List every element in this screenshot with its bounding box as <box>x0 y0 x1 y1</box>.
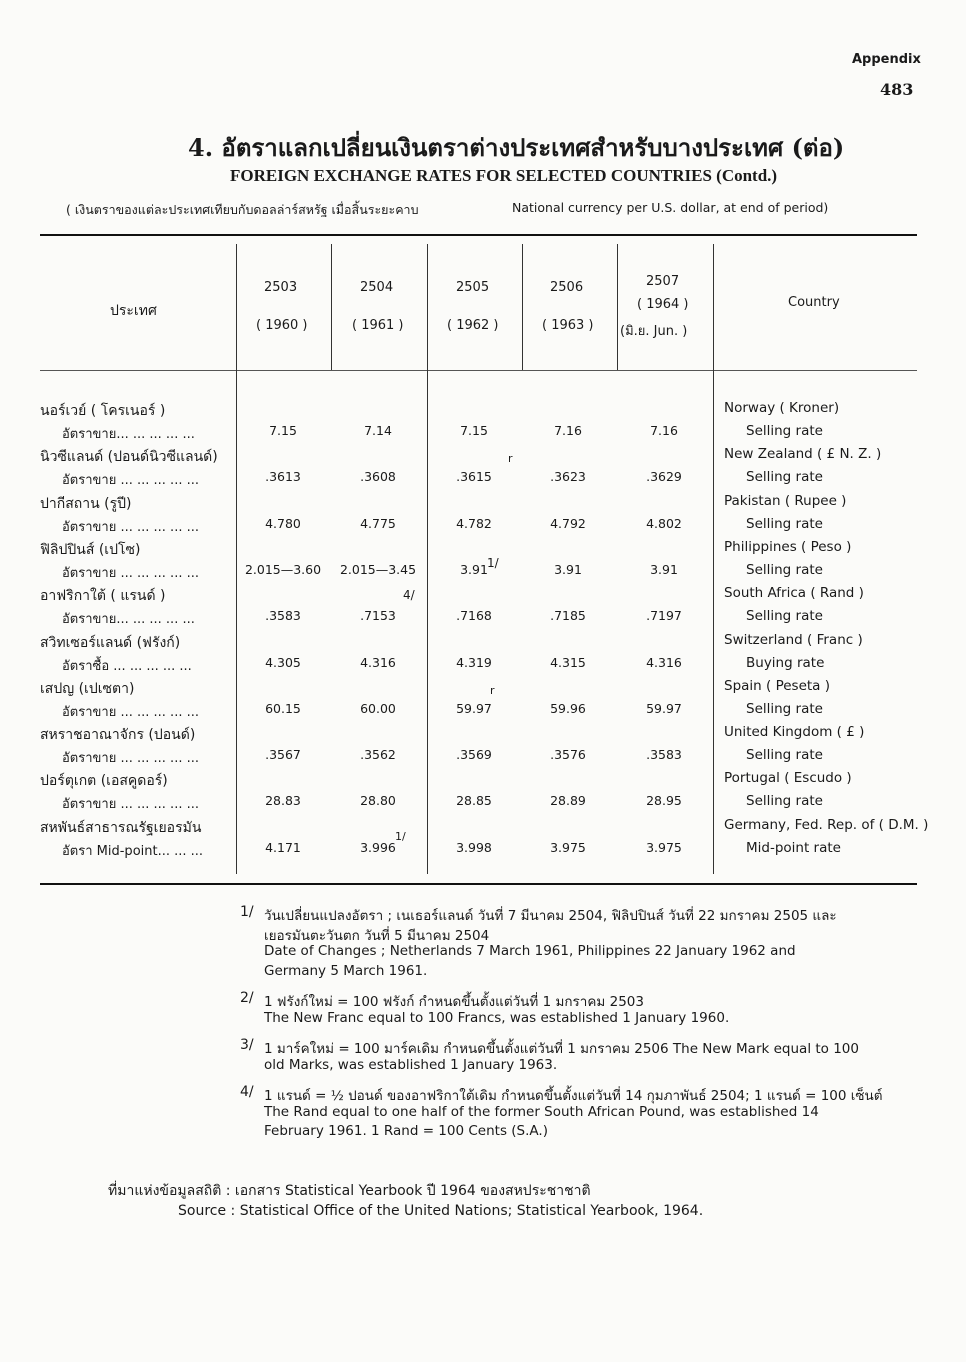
appendix-label: Appendix <box>852 52 921 67</box>
table-cell-value: 4.319 <box>456 655 492 670</box>
subtitle-english: National currency per U.S. dollar, at end of period) <box>512 200 829 215</box>
footnote-number: 2/ <box>240 990 254 1006</box>
table-cell-value: 3.91 <box>460 562 488 577</box>
table-cell-value: 2.015—3.45 <box>339 562 417 577</box>
revision-mark: r <box>490 684 495 697</box>
table-cell-value: .3567 <box>265 747 301 762</box>
table-cell-value: .3562 <box>360 747 396 762</box>
table-cell-value: 7.16 <box>554 423 582 438</box>
footnote-number: 3/ <box>240 1037 254 1053</box>
rate-type-en: Selling rate <box>746 562 823 578</box>
year-header-ce: ( 1964 ) <box>637 297 689 312</box>
table-cell-value: .3623 <box>550 469 586 484</box>
table-cell-value: 4.171 <box>265 840 301 855</box>
column-divider <box>331 244 332 370</box>
footnote-number: 1/ <box>240 904 254 920</box>
footnote-text: The Rand equal to one half of the former South African Pound, was established 14 <box>264 1104 819 1120</box>
table-cell-value: .3576 <box>550 747 586 762</box>
table-cell-value: 4.316 <box>360 655 396 670</box>
footnote-text: 1 ฟรังก์ใหม่ = 100 ฟรังก์ กำหนดขึ้นตั้งแต่วันที่ 1 มกราคม 2503 <box>264 994 644 1010</box>
footnote-text: 1 มาร์คใหม่ = 100 มาร์คเดิม กำหนดขึ้นตั้งแต่วันที่ 1 มกราคม 2506 The New Mark equal to 100 <box>264 1041 859 1057</box>
title-english: FOREIGN EXCHANGE RATES FOR SELECTED COUNTRIES (Contd.) <box>230 166 778 185</box>
table-cell-value: 3.91 <box>554 562 582 577</box>
country-name-thai: นิวซีแลนด์ (ปอนด์นิวซีแลนด์) <box>40 449 218 465</box>
footnote-text: วันเปลี่ยนแปลงอัตรา ; เนเธอร์แลนด์ วันที่ 7 มีนาคม 2504, ฟิลิปปินส์ วันที่ 22 มกราคม 2505 และ <box>264 908 837 924</box>
footnote-mark: 4/ <box>403 588 415 602</box>
year-header-ce: ( 1962 ) <box>447 318 499 333</box>
table-cell-value: 60.00 <box>360 701 396 716</box>
table-cell-value: 59.97 <box>456 701 492 716</box>
country-name-en: Philippines ( Peso ) <box>724 539 852 555</box>
country-name-thai: สวิทเซอร์แลนด์ (ฟรังก์) <box>40 635 181 651</box>
rate-type-thai: อัตราซื้อ ... ... ... ... ... <box>62 659 192 674</box>
column-divider <box>713 244 714 874</box>
country-name-en: Spain ( Peseta ) <box>724 678 830 694</box>
table-cell-value: 28.80 <box>360 793 396 808</box>
table-cell-value: 28.83 <box>265 793 301 808</box>
table-cell-value: 4.316 <box>646 655 682 670</box>
footnote-mark: 1/ <box>395 830 406 843</box>
source-thai: ที่มาแห่งข้อมูลสถิติ : เอกสาร Statistical Yearbook ปี 1964 ของสหประชาชาติ <box>108 1183 591 1199</box>
rate-type-en: Selling rate <box>746 423 823 439</box>
country-name-en: Norway ( Kroner) <box>724 400 840 416</box>
country-name-thai: อาฟริกาใต้ ( แรนด์ ) <box>40 588 166 604</box>
column-header-country-thai: ประเทศ <box>110 303 157 319</box>
subtitle-thai: ( เงินตราของแต่ละประเทศเทียบกับดอลล่าร์สหรัฐ เมื่อสิ้นระยะคาบ <box>66 202 419 217</box>
footnote-text: February 1961. 1 Rand = 100 Cents (S.A.) <box>264 1123 548 1139</box>
table-cell-value: .3569 <box>456 747 492 762</box>
footnote-mark: 1/ <box>487 556 499 570</box>
country-name-thai: เสปญ (เปเซตา) <box>40 681 135 697</box>
table-cell-value: 4.782 <box>456 516 492 531</box>
table-cell-value: 3.998 <box>456 840 492 855</box>
country-name-en: Switzerland ( Franc ) <box>724 632 863 648</box>
table-cell-value: 3.996 <box>360 840 396 855</box>
year-header-ce: ( 1963 ) <box>542 318 594 333</box>
year-header-ce: ( 1960 ) <box>256 318 308 333</box>
table-cell-value: 3.975 <box>646 840 682 855</box>
country-name-en: Pakistan ( Rupee ) <box>724 493 847 509</box>
rate-type-thai: อัตราขาย... ... ... ... ... <box>62 612 195 627</box>
table-bottom-rule <box>40 883 917 885</box>
table-cell-value: 7.15 <box>460 423 488 438</box>
year-header-be: 2506 <box>550 280 584 295</box>
footnote-text: Germany 5 March 1961. <box>264 963 428 979</box>
table-cell-value: .3629 <box>646 469 682 484</box>
rate-type-thai: อัตราขาย ... ... ... ... ... <box>62 751 199 766</box>
rate-type-thai: อัตราขาย ... ... ... ... ... <box>62 566 199 581</box>
table-cell-value: .7185 <box>550 608 586 623</box>
table-cell-value: 28.95 <box>646 793 682 808</box>
footnote-text: The New Franc equal to 100 Francs, was established 1 January 1960. <box>264 1010 730 1026</box>
column-divider <box>427 244 428 874</box>
table-cell-value: .3608 <box>360 469 396 484</box>
country-name-en: United Kingdom ( £ ) <box>724 724 865 740</box>
table-cell-value: .3613 <box>265 469 301 484</box>
year-header-ce: ( 1961 ) <box>352 318 404 333</box>
column-divider <box>617 244 618 370</box>
table-cell-value: .7168 <box>456 608 492 623</box>
country-name-thai: ฟิลิปปินส์ (เปโซ) <box>40 542 141 558</box>
footnote-text: Date of Changes ; Netherlands 7 March 1961, Philippines 22 January 1962 and <box>264 943 796 959</box>
country-name-thai: ปอร์ตุเกต (เอสคูดอร์) <box>40 773 168 789</box>
rate-type-en: Selling rate <box>746 793 823 809</box>
table-cell-value: 4.780 <box>265 516 301 531</box>
country-name-thai: ปากีสถาน (รูปี) <box>40 496 132 512</box>
table-cell-value: .3583 <box>265 608 301 623</box>
table-cell-value: 7.16 <box>650 423 678 438</box>
title-thai: 4. อัตราแลกเปลี่ยนเงินตราต่างประเทศสำหรับบางประเทศ (ต่อ) <box>188 133 845 162</box>
column-divider <box>522 244 523 370</box>
table-cell-value: 28.89 <box>550 793 586 808</box>
table-cell-value: 28.85 <box>456 793 492 808</box>
table-cell-value: 4.792 <box>550 516 586 531</box>
column-header-country-en: Country <box>788 295 840 310</box>
rate-type-thai: อัตรา Mid-point... ... ... <box>62 844 204 859</box>
country-name-en: New Zealand ( £ N. Z. ) <box>724 446 882 462</box>
rate-type-en: Buying rate <box>746 655 825 671</box>
table-top-rule <box>40 234 917 236</box>
table-cell-value: 7.15 <box>269 423 297 438</box>
country-name-en: South Africa ( Rand ) <box>724 585 864 601</box>
footnote-number: 4/ <box>240 1084 254 1100</box>
page-number: 483 <box>880 80 914 99</box>
country-name-thai: สหพันธ์สาธารณรัฐเยอรมัน <box>40 820 202 836</box>
table-cell-value: 59.96 <box>550 701 586 716</box>
table-cell-value: 4.775 <box>360 516 396 531</box>
year-header-be: 2505 <box>456 280 490 295</box>
table-cell-value: 60.15 <box>265 701 301 716</box>
table-cell-value: .3583 <box>646 747 682 762</box>
rate-type-en: Selling rate <box>746 747 823 763</box>
table-cell-value: 3.91 <box>650 562 678 577</box>
year-header-be: 2507 <box>646 274 680 289</box>
table-cell-value: .3615 <box>456 469 492 484</box>
rate-type-thai: อัตราขาย ... ... ... ... ... <box>62 473 199 488</box>
country-name-en: Portugal ( Escudo ) <box>724 770 852 786</box>
year-header-be: 2503 <box>264 280 298 295</box>
country-name-en: Germany, Fed. Rep. of ( D.M. ) <box>724 817 929 833</box>
footnote-text: เยอรมันตะวันตก วันที่ 5 มีนาคม 2504 <box>264 928 490 944</box>
rate-type-thai: อัตราขาย ... ... ... ... ... <box>62 797 199 812</box>
table-cell-value: 4.315 <box>550 655 586 670</box>
rate-type-thai: อัตราขาย ... ... ... ... ... <box>62 520 199 535</box>
table-cell-value: .7197 <box>646 608 682 623</box>
table-cell-value: 2.015—3.60 <box>244 562 322 577</box>
revision-mark: r <box>508 452 513 465</box>
country-name-thai: นอร์เวย์ ( โครเนอร์ ) <box>40 403 166 419</box>
table-cell-value: 4.305 <box>265 655 301 670</box>
table-cell-value: 3.975 <box>550 840 586 855</box>
year-header-extra: (มิ.ย. Jun. ) <box>620 324 688 339</box>
footnote-text: old Marks, was established 1 January 1963. <box>264 1057 558 1073</box>
rate-type-en: Selling rate <box>746 701 823 717</box>
source-english: Source : Statistical Office of the United Nations; Statistical Yearbook, 1964. <box>178 1203 704 1219</box>
table-cell-value: .7153 <box>360 608 396 623</box>
table-cell-value: 7.14 <box>364 423 392 438</box>
table-header-rule <box>40 370 917 371</box>
rate-type-en: Mid-point rate <box>746 840 841 856</box>
footnote-text: 1 แรนด์ = ½ ปอนด์ ของอาฟริกาใต้เดิม กำหนดขึ้นตั้งแต่วันที่ 14 กุมภาพันธ์ 2504; 1 แรนด์ = 100 เซ็นต์ <box>264 1088 883 1104</box>
rate-type-en: Selling rate <box>746 469 823 485</box>
rate-type-en: Selling rate <box>746 608 823 624</box>
column-divider <box>236 244 237 874</box>
table-cell-value: 4.802 <box>646 516 682 531</box>
table-cell-value: 59.97 <box>646 701 682 716</box>
country-name-thai: สหราชอาณาจักร (ปอนด์) <box>40 727 196 743</box>
rate-type-thai: อัตราขาย ... ... ... ... ... <box>62 705 199 720</box>
rate-type-en: Selling rate <box>746 516 823 532</box>
rate-type-thai: อัตราขาย... ... ... ... ... <box>62 427 195 442</box>
year-header-be: 2504 <box>360 280 394 295</box>
